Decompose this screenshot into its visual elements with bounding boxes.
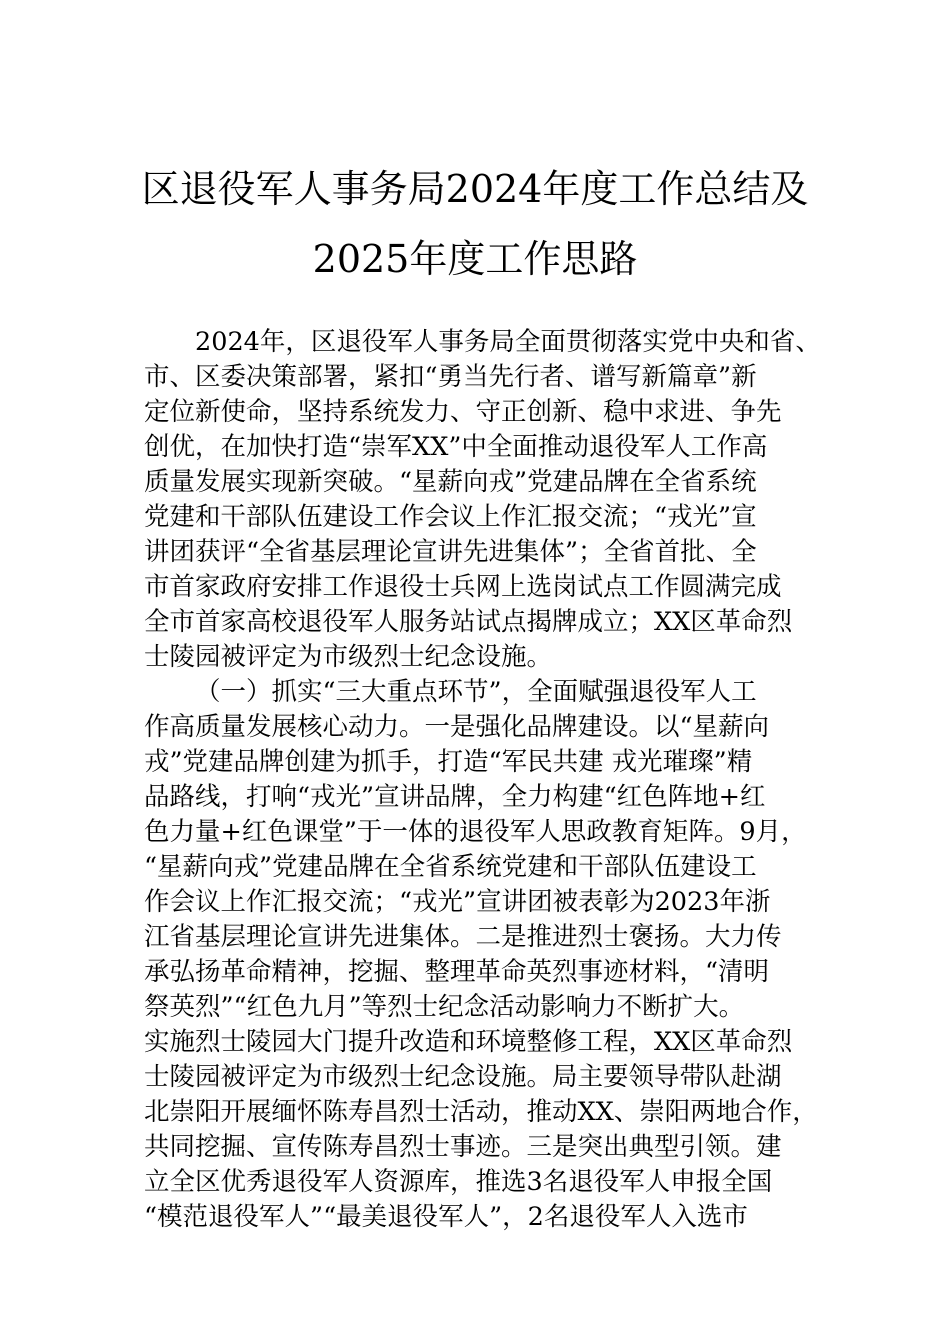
document-title-line-1: 区退役军人事务局2024年度工作总结及 xyxy=(141,167,809,211)
body-text-line: 创优，在加快打造“崇军XX”中全面推动退役军人工作高 xyxy=(144,432,768,462)
body-text-line: 市首家政府安排工作退役士兵网上选岗试点工作圆满完成 xyxy=(144,572,782,602)
body-text-line: 作会议上作汇报交流；“戎光”宣讲团被表彰为2023年浙 xyxy=(144,887,771,917)
body-text-line: 2024年，区退役军人事务局全面贯彻落实党中央和省、 xyxy=(195,327,821,357)
body-text-line: 北崇阳开展缅怀陈寿昌烈士活动，推动XX、崇阳两地合作， xyxy=(144,1097,818,1127)
body-text-line: 色力量+红色课堂”于一体的退役军人思政教育矩阵。9月， xyxy=(144,817,807,847)
body-text-line: 共同挖掘、宣传陈寿昌烈士事迹。三是突出典型引领。建 xyxy=(144,1132,782,1162)
body-text-line: 作高质量发展核心动力。一是强化品牌建设。以“星薪向 xyxy=(144,712,770,742)
body-text-line: 江省基层理论宣讲先进集体。二是推进烈士褒扬。大力传 xyxy=(144,922,782,952)
body-text-line: “星薪向戎”党建品牌在全省系统党建和干部队伍建设工 xyxy=(144,852,757,882)
body-text-line: “模范退役军人”“最美退役军人”，2名退役军人入选市 xyxy=(144,1202,748,1232)
body-text-line: 士陵园被评定为市级烈士纪念设施。 xyxy=(144,642,553,672)
body-text-line: 质量发展实现新突破。“星薪向戎”党建品牌在全省系统 xyxy=(144,467,757,497)
body-text-line: 品路线，打响“戎光”宣讲品牌，全力构建“红色阵地+红 xyxy=(144,782,766,812)
body-text-line: 承弘扬革命精神，挖掘、整理革命英烈事迹材料，“清明 xyxy=(144,957,770,987)
body-text-line: 市、区委决策部署，紧扣“勇当先行者、谱写新篇章”新 xyxy=(144,362,757,392)
body-text-line: 士陵园被评定为市级烈士纪念设施。局主要领导带队赴湖 xyxy=(144,1062,782,1092)
section-heading-line: （一）抓实“三大重点环节”，全面赋强退役军人工 xyxy=(195,677,757,707)
body-text-line: 实施烈士陵园大门提升改造和环境整修工程，XX区革命烈 xyxy=(144,1027,793,1057)
body-text-line: 立全区优秀退役军人资源库，推选3名退役军人申报全国 xyxy=(144,1167,773,1197)
body-text-line: 党建和干部队伍建设工作会议上作汇报交流；“戎光”宣 xyxy=(144,502,757,532)
body-text-line: 讲团获评“全省基层理论宣讲先进集体”；全省首批、全 xyxy=(144,537,757,567)
body-text-line: 全市首家高校退役军人服务站试点揭牌成立；XX区革命烈 xyxy=(144,607,793,637)
document-title-line-2: 2025年度工作思路 xyxy=(312,237,638,281)
body-text-line: 戎”党建品牌创建为抓手，打造“军民共建 戎光璀璨”精 xyxy=(144,747,753,777)
body-text-line: 祭英烈”“红色九月”等烈士纪念活动影响力不断扩大。 xyxy=(144,992,745,1022)
body-text-line: 定位新使命，坚持系统发力、守正创新、稳中求进、争先 xyxy=(144,397,782,427)
